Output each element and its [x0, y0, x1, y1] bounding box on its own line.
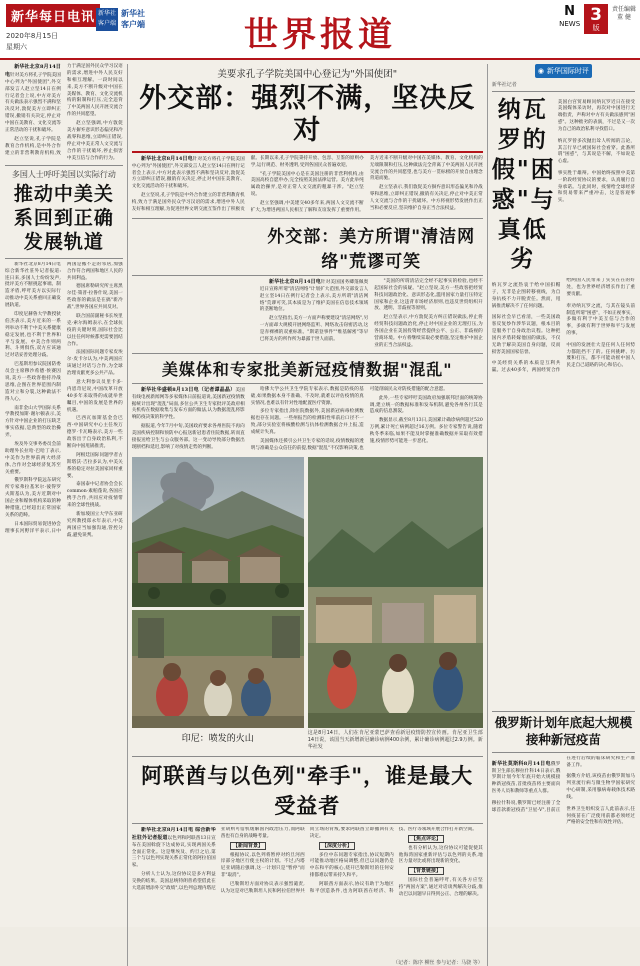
right-a-p8: 中国的发展壮大是任何人任何势力都阻挡不了的。任何挑衅、污蔑和打压，都不可能动摇中国人民走自己道路的决心和信心。 — [566, 342, 636, 369]
app-text-line-1: 新华社 — [121, 9, 145, 19]
page-columns — [0, 60, 640, 966]
mid-a3-p6: 此外,一些专家呼吁美国政府加强联邦层面的统筹协调,建立统一的数据标准和发布机制,避免各州各行其是造成的信息割裂。 — [369, 395, 483, 415]
right-a-p7: 奉劝纳瓦罗之流，与其在镜头前制造所谓"困惑"，不如正视事实，多做有利于中美互信与合作的事，多做有利于世界和平与发展的事。 — [566, 303, 636, 337]
news-badge-letter: N — [564, 4, 576, 19]
left-intro-p1: 针对美方将孔子学院美国中心列为"外国使团",外交部发言人赵立坚14日在例行记者会上说,中方对美方有关做法表示强烈不满和坚决反对,敦促美方立即纠正错误,撤销有关决定,停止对中国在美教育、文化交流等正常活动的干扰和破坏。 — [5, 72, 61, 134]
mid-headline-3: 美媒体和专家批美新冠疫情数据"混乱" — [161, 359, 453, 379]
mid-article-1-dateline: 新华社北京8月14日电 — [140, 155, 193, 162]
mid-article-2-dateline: 新华社北京8月14日电 — [268, 278, 321, 285]
mid-a3-p4: 多位专家指出,除住院数据外,美国新冠病毒检测数据也存在问题。一些州报告的检测阳性率前后口径不一致,部分实验室将核酸检测与抗体检测数据合并上报,造成统计失真。 — [250, 409, 364, 436]
divider — [132, 823, 483, 824]
left-body-p2: 印度尼赫鲁大学教授狄伯杰表示,美方近来的一系列举动不利于中美关系健康稳定发展,也不利于世界和平与发展。中美合作则两利、斗则俱伤,双方应该通过对话妥善处理分歧。 — [5, 311, 61, 359]
app-icon-line-2: 客户端 — [97, 20, 116, 27]
column-divider — [487, 64, 488, 966]
globe-icon: ◉ — [537, 67, 544, 75]
divider — [492, 91, 635, 92]
right-headline-main: 纳瓦罗的假"困惑"与真低劣 — [491, 96, 556, 273]
app-icon-line-1: 新华社 — [97, 10, 116, 17]
left-intro-p3: 赵立坚强调,中方敦促美方摒弃意识形态偏见和冷战零和思维,立即纠正错误,停止对中美正常人文交流与合作的干扰破坏,停止损害中美互信与合作的行为。 — [66, 121, 123, 161]
mid-a4-p2: 分析人士认为,这份协议是多方利益交换的结果。美国总统特朗普希望借此在大选前增添外交"政绩",以色列总理内塔尼亚胡则可借机缓解国内政治压力,而阿联酋也有自身的战略考量。 — [131, 826, 305, 891]
mid-a3-p3: 哈佛大学公共卫生学院专家表示,数据是防疫的基础,如果数据本身不准确、不及时,就难以评估疫情的真实情况,也难以有针对性地配置医疗资源。 — [250, 386, 364, 406]
page-title: 世界报道 — [244, 15, 396, 55]
column-right — [492, 64, 635, 966]
mid-a4-p3: 根据协议,以色列将暂停对约旦河西岸部分地区行使主权的计划。不过,内塔尼亚胡随后强调,这一计划只是"暂停"而非"取消"。 — [220, 852, 305, 879]
mid-a2-p3: "美国的所谓清洁完全经不起事实的检验,也经不起国际社会的质疑。"赵立坚说,美方一些政客把经贸科技问题政治化、意识形态化,滥用国家力量打压特定国家和企业,这违背市场经济原则,也违反世贸组织开放、透明、非歧视等原则。 — [374, 278, 483, 312]
divider — [492, 711, 635, 712]
mid-a2-p4: 赵立坚表示,中方敦促美方纠正错误做法,停止将经贸科技问题政治化,停止对中国企业的无理打压,为各国企业在美国投资经营提供公平、公正、非歧视的营商环境。中方将继续采取必要措施,坚定维护中国企业的正当合法权益。 — [374, 315, 483, 348]
mid-left-subcol — [132, 279, 255, 350]
date-line-2: 星期六 — [6, 42, 27, 51]
photo-kenya — [308, 457, 483, 728]
left-body-p15: 新加坡国立大学东亚研究所教授郑永年表示,中美两国应当加强沟通,管控分歧,避免误判。 — [66, 512, 123, 538]
mid-article-3-dateline: 新华社华盛顿8月13日电（记者谭晶晶） — [140, 386, 236, 393]
divider — [132, 218, 483, 219]
mid-kicker: 美要求孔子学院美国中心登记为"外国使团" — [217, 69, 398, 80]
right-bottom-article — [492, 756, 635, 876]
tag-focus-comment: 【焦点评论】 — [408, 835, 444, 843]
mid-article-4-byline: （记者：陈序 柳丝 参与记者：马骁 等） — [392, 959, 483, 966]
app-text-line-2: 客户端 — [121, 19, 145, 29]
mid-a2-p1: 针对美国国务卿蓬佩奥近日宣称所谓"清洁网络"计划扩大范围,外交部发言人赵立坚14日在例行记者会上表示,美方所谓"清洁网络"荒谬可笑,其本质是为了维护美国在信息技术领域的垄断地位。 — [259, 279, 369, 313]
mid-article-4-dateline: 新华社北京8月14日电 综合新华社驻外记者报道 — [131, 826, 216, 841]
left-intro-p2: 赵立坚说,孔子学院是教育合作机构,是中外合作建立的非营利教育机构,致力于满足国外民众学习汉语的需求,增进中外人民友好和相互理解。一段时间以来,美方不断升级对中国在美媒体、教育、文化交流机构的限制和打压,完全违背了中美两国人民开展交流合作的共同愿望。 — [5, 64, 123, 156]
right-a-p6: 中美经贸关系的本质是互利共赢。过去40多年，两国经贸合作给两国人民带来了实实在在的好处，也为世界经济增长作出了重要贡献。 — [491, 278, 636, 373]
page-number-badge — [584, 4, 608, 34]
left-body-p9: 联合国前副秘书长埃里克·索尔海姆表示,在全球抗疫的关键时刻,国际社会比以往任何时候都更需要团结合作。 — [66, 313, 123, 347]
mid-headline-1: 外交部：强烈不满，坚决反对 — [139, 83, 476, 147]
tag-news-background: 【新闻背景】 — [230, 842, 266, 850]
tag-background-link: 【背景链接】 — [408, 867, 444, 875]
mid-a3-p1: 美国有线电视新闻网等多家媒体日前报道说,美国新冠疫情数据统计出现"混乱"局面,多位公共卫生专家批评美政府相关机构在数据收集与发布方面的做法,认为数据混乱将影响防疫决策的科学性。 — [131, 387, 245, 421]
photo-volcano — [132, 457, 304, 607]
divider-red — [132, 151, 483, 153]
left-body-p14: 泰国泰中记者协会会长common·素帕蓬说,各国应携手合作,共同应对疫情带来的全球性挑战。 — [66, 482, 123, 509]
mid-a1-p4: 赵立坚强调,中美建交40多年来,两国人文交流不断扩大,为增进两国人民相互了解和友谊发挥了重要作用。美方近来不断升级对中国在美媒体、教育、文化机构的无端限制和打压,这种做法完全背离了中美两国人民开展交流合作的共同愿望,也与美方一贯标榜的开放自由理念背道而驰。 — [250, 155, 483, 214]
column-brand-label: 新华国际时评 — [546, 67, 589, 75]
right-main-article-top — [558, 95, 635, 274]
right-a-p1: 美国白宫贸易顾问纳瓦罗近日在接受美国媒体采访时，再次对中国进行无端指责，声称对中方有关做法感到"困惑"。这种拙劣的表演，不过是又一次为自己的政治私利寻找借口。 — [557, 99, 636, 133]
date-line-1: 2020年8月15日 — [6, 32, 59, 40]
photo-caption-volcano: 印尼：喷发的火山 — [181, 733, 254, 744]
left-body-p11: 意大利参议员里卡多·内恩奇尼说,中国改革开放40多年来取得的成就举世瞩目,中国的发展是世界的机遇。 — [66, 379, 123, 413]
mid-a1-p1: 针对美方将孔子学院美国中心列为"外国使团",外交部发言人赵立坚14日在例行记者会上表示,中方对此表示强烈不满和坚决反对,敦促美方立即纠正错误,撤销有关决定,停止对中国在美教育、文化交流活动的干扰和破坏。 — [131, 156, 245, 190]
left-spacer — [132, 222, 255, 272]
right-b-p3: 据俄方介绍,该疫苗由俄罗斯加马列亚流行病与微生物学国家研究中心研制,采用腺病毒载体技术路线。 — [566, 774, 636, 801]
photo-family — [132, 610, 304, 728]
column-brand-badge — [535, 64, 592, 78]
left-body-p4: 南非金山大学国际关系学教授加斯·谢尔顿表示,美方针对中国企业的打压缺乏事实依据,是典型的政治操弄。 — [5, 405, 61, 439]
right-bottom-dateline: 新华社莫斯科8月14日电 — [491, 760, 551, 767]
column-left — [5, 64, 123, 966]
mid-headline-4: 阿联酋与以色列"牵手"，谁是最大受益者 — [141, 762, 474, 818]
divider — [132, 756, 483, 757]
left-dateline: 新华社北京8月14日电 — [5, 64, 61, 78]
left-body-p13: 阿根廷国际问题学者古斯塔沃·吉拉多认为,中美关系的稳定对拉美国家同样重要。 — [66, 452, 123, 479]
news-badge-sub: NEWS — [559, 19, 581, 28]
mid-a3-p2: 据报道,今年7月中旬,美国政府要求各州医院不再向美国疾病控制和预防中心报送新冠患者住院数据,转而直接报送给卫生与公众服务部。这一变动导致部分数据出现断档和延迟,影响了对疫情走势的判断。 — [131, 424, 245, 450]
left-body-p6: 俄罗斯科学院远东研究所专家弗拉基米尔·彼得罗夫斯基认为,美方近期对中国企业和媒体机构采取的种种措施,已经超出正常国家关系的范畴。 — [5, 478, 61, 518]
photo-volcano-art — [132, 457, 304, 607]
mid-a4-p6: 阿联酋方面表示,协议有助于为地区和平创造条件,也为阿联酋在经济、科技、医疗等领域开展合作打开新空间。 — [309, 826, 477, 894]
mid-a1-p5: 赵立坚表示,我们敦促美方摒弃意识形态偏见和冷战零和思维,立即纠正错误,撤销有关决定,停止对中美正常人文交流与合作的干扰破坏。中方将视形势发展作出正当和必要反应,坚决维护自身正当合法权益。 — [369, 185, 483, 212]
mid-a3-p5: 美国媒体还援引公共卫生专家的话说,疫情数据的透明与准确是公众信任的前提,数据"混乱"不仅影响决策,也可能削弱民众对防疫措施的配合意愿。 — [250, 386, 448, 451]
divider — [132, 275, 483, 276]
left-body-p7: 日本国际贸易促进协会理事长河野洋平表示,日中两国是搬不走的邻居,加强合作符合两国和地区人民的共同利益。 — [5, 261, 123, 534]
right-b-p2: 穆拉什科说,俄罗斯已经注册了全球首款新冠疫苗"卫星-V",目前正在进行后续的临床研究和生产准备工作。 — [491, 756, 636, 813]
right-main-article-rest — [492, 278, 635, 708]
left-subheadline: 多国人士呼吁美国以实际行动 — [11, 170, 116, 180]
photo-family-art — [132, 610, 304, 728]
news-badge — [559, 4, 580, 28]
page-number: 3 — [590, 5, 602, 25]
divider — [132, 383, 483, 384]
left-main-article — [5, 262, 123, 732]
mid-a4-p8: 国际社会普遍呼吁,有关各方应坚持"两国方案",通过对话谈判解决分歧,推动巴以问题早日得到公正、合理的解决。 — [398, 878, 483, 897]
editor-name: 董 健 — [617, 14, 631, 22]
mid-a3-p7: 数据显示,截至8月13日,美国累计确诊病例超过520万例,累计死亡病例超过16万例。多位专家警告说,随着秋冬季来临,如果不能及时掌握准确数据并采取有效措施,疫情形势可能进一步恶化。 — [369, 418, 483, 445]
masthead-right — [559, 4, 636, 34]
photo-kenya-art — [308, 457, 483, 728]
mid-article-4 — [132, 827, 483, 957]
page-number-unit: 版 — [592, 23, 600, 32]
right-a-p2: 纳瓦罗曾多次抛出耸人听闻的言论，其言行早已被国际社会看穿。此番所谓"困惑"，与其说是不解，不如说是心虚。 — [557, 138, 636, 165]
right-byline-top: 新华社记者 — [491, 82, 517, 88]
right-a-p5: 国际社会早已看清，一些美国政客反复炒作涉华议题，根本目的是服务于自身政治议程。这种把国内矛盾转嫁他国的做法，不仅无助于解决美国自身问题，反而损害美国国家信誉。 — [491, 315, 561, 355]
mid-a4-p5: 多位中东问题专家指出,协议短期内可能推动地区格局调整,但巴以问题仍是中东和平的核心,绕开巴勒斯坦的任何安排都难以带来持久和平。 — [309, 852, 394, 879]
column-divider — [127, 64, 128, 966]
left-body-p3: 巴基斯坦参议院国防委员会主席穆沙希德·侯赛因说,美方一些政客抱持冷战思维,企图在世界范围内制造对立和分裂,这种做法不得人心。 — [5, 362, 61, 402]
mid-article-2 — [260, 279, 483, 350]
right-a-p3: 事实胜于雄辩。中国始终按照中美第一阶段经贸协议的要求，认真履行自身承诺。与此同时，疫情给全球经济和贸易带来严重冲击，这是客观事实。 — [557, 170, 636, 204]
divider — [492, 752, 635, 753]
right-b-p1: 俄罗斯卫生部长穆拉什科14日表示,俄罗斯计划今年年底开始大规模接种新冠疫苗,首批疫苗将主要面向医务人员和教师等重点人群。 — [491, 761, 561, 795]
left-body-p10: 法国国际问题专家皮埃尔·皮卡尔认为,中美两国应该通过对话与合作,为全球治理贡献更多公共产品。 — [66, 350, 123, 377]
right-b-p4: 世界卫生组织发言人此前表示,任何疫苗在广泛使用前都必须经过严格的安全性和有效性评估。 — [566, 806, 636, 826]
masthead — [0, 0, 640, 60]
mid-a4-p1: 以色列和阿联酋13日宣布在美国斡旋下达成协议,实现两国关系全面正常化。这是继埃及、约旦之后,第三个与以色列实现关系正常化的阿拉伯国家。 — [131, 835, 216, 869]
divider — [5, 258, 123, 259]
column-middle — [132, 64, 483, 966]
divider — [5, 165, 123, 166]
editor-credit — [612, 4, 636, 23]
left-body-p1: 新华社北京8月14日电 综合新华社驻外记者报道:连日来,多国人士纷纷发声,批评美方不断挑起事端、制造矛盾,呼吁美方以实际行动推动中美关系重回正确发展轨道。 — [5, 261, 61, 309]
mid-a4-p4: 巴勒斯坦方面对协议表示强烈谴责,认为这是对巴勒斯坦人民和阿拉伯世界共同立场的背叛,要求阿联酋立即撤回有关决定。 — [220, 826, 394, 894]
left-body-p8: 德国席勒研究所主席黑尔佳·策普-拉鲁什说,美国一些政客的做法是在搞"新冷战",世界各国应共同反对。 — [66, 284, 123, 311]
tag-deep-analysis: 【深度分析】 — [319, 842, 355, 850]
mid-article-3 — [132, 387, 483, 453]
left-body-p5: 埃及外交事务委员会前助理外长拉哈·巴哈丁表示,中美作为世界前两大经济体,合作对全球经济复苏至关重要。 — [5, 441, 61, 475]
right-headline-bottom: 俄罗斯计划年底起大规模接种新冠疫苗 — [494, 715, 633, 748]
mid-a1-p2: 赵立坚说,孔子学院是中外合作建立的非营利教育机构,致力于满足国外民众学习汉语的需求,增进中外人民友好和相互理解,为促进世界文明交流互鉴作出了积极贡献。长期以来,孔子学院秉持开放、包容、互鉴的原则办学,运行规范、财务透明,受到各国民众普遍欢迎。 — [131, 155, 364, 213]
mid-a1-p3: "孔子学院美国中心是在美国注册的非营利机构,由美国高校自愿申办,完全按照美国法律运营。美方此举纯属政治操弄,是对正常人文交流的粗暴干涉。"赵立坚说。 — [250, 171, 364, 198]
mid-a4-p7: 也有分析认为,这份协议可能促使其他海湾国家重新评估与以色列的关系,地区力量对比或将出现新的变化。 — [398, 845, 483, 865]
editor-label: 责任编辑 — [611, 6, 636, 13]
photo-row — [132, 457, 483, 751]
photo-caption-kenya: 这是8月14日，人们在肯尼亚蒙巴萨查看新冠疫情防控宣传画。肯尼亚卫生部14日说，该国当天新增新冠确诊病例400余例，累计确诊病例超过2.9万例。新华社发 — [307, 729, 483, 750]
mid-headline-2: 外交部：美方所谓"清洁网络"荒谬可笑 — [267, 226, 476, 272]
left-body-p12: 巴西瓦加斯基金会巴西-中国研究中心主任埃万德罗·卡瓦略表示,美方一些政客出于自身政治私利,不断向中国甩锅推责。 — [66, 416, 123, 449]
mid-article-1 — [132, 156, 483, 215]
newspaper-logo: 新华每日电讯 — [6, 4, 100, 27]
left-headline: 推动中美关系回到正确发展轨道 — [13, 183, 114, 253]
right-a-p4: 纳瓦罗之流热衷于给中国扣帽子，无非是企图转移视线，为自身抗疫不力开脱责任。然而，甩锅推责解决不了任何问题。 — [491, 282, 561, 309]
divider — [132, 353, 483, 354]
mid-a2-p2: 赵立坚指出,美方一方面声称要建设"清洁网络",另一方面却大规模开展网络监听、网络攻击窃密活动,这是赤裸裸的双重标准。"斯诺登事件""维基解密"等早已将美方的所作所为暴露于世人面前。 — [259, 316, 369, 343]
left-intro-article — [5, 64, 123, 162]
